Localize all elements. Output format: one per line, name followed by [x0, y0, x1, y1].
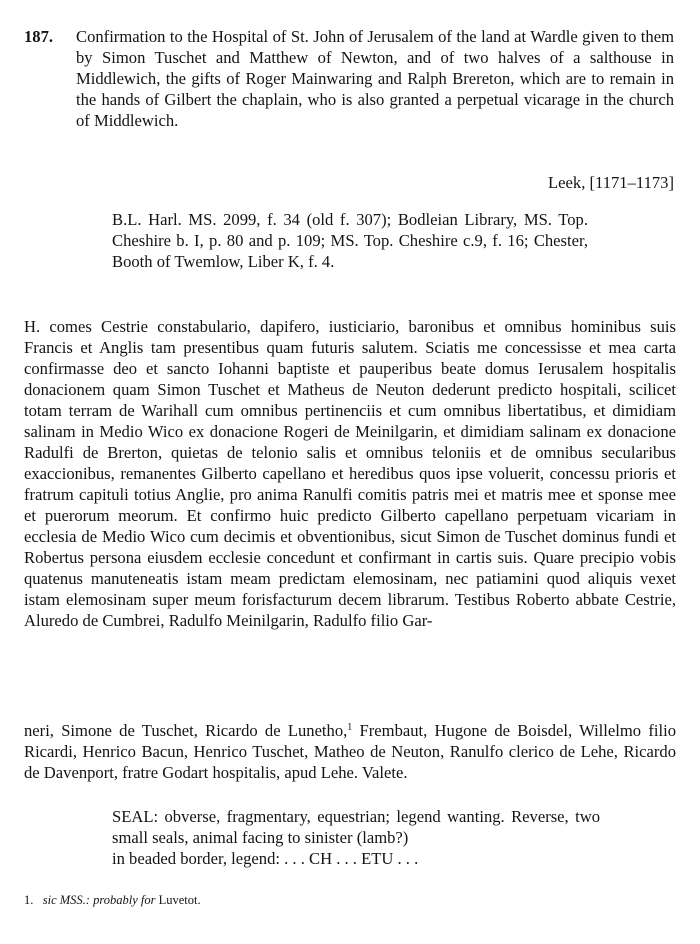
witness-list-end: Frembaut, Hugone de Boisdel, Willelmo filio Ricardi, Henrico Bacun, Henrico Tuschet, Matheo de Neuton, Ranulfo clerico de Lehe, Ricardo de Davenport, fratre Godart hospitalis, apud Lehe. Valete.: [24, 721, 676, 782]
seal-text: SEAL: obverse, fragmentary, equestrian; legend wanting. Reverse, two small seals, animal facing to sinister (lamb?): [112, 807, 600, 847]
seal-description: [112, 806, 600, 869]
witness-list-start: neri, Simone de Tuschet, Ricardo de Lunetho,: [24, 721, 348, 740]
seal-legend: in beaded border, legend: . . . CH . . . ETU . . .: [112, 849, 419, 868]
footnote-italic: sic MSS.: probably for: [42, 893, 156, 907]
entry-summary: Confirmation to the Hospital of St. John of Jerusalem of the land at Wardle given to them by Simon Tuschet and Matthew of Newton, and of two halves of a salthouse in Middlewich, the gifts of Roger Mainwaring and Ralph Brereton, which are to remain in the hands of Gilbert the chaplain, who is also granted a perpetual vicarage in the church of Middlewich.: [76, 27, 674, 130]
place-and-date: Leek, [1171–1173]: [548, 173, 674, 192]
footnote-number: 1.: [24, 893, 34, 907]
footnote-reference: 1: [347, 722, 353, 733]
footnote: [24, 892, 201, 908]
entry-number: 187.: [24, 27, 54, 46]
manuscript-sources: B.L. Harl. MS. 2099, f. 34 (old f. 307); Bodleian Library, MS. Top. Cheshire b. I, p. 80 and p. 109; MS. Top. Cheshire c.9, f. 16; Chester, Booth of Twemlow, Liber K, f. 4.: [112, 210, 588, 271]
charter-text-continued: [24, 720, 676, 783]
charter-text: H. comes Cestrie constabulario, dapifero, iusticiario, baronibus et omnibus hominibus suis Francis et Anglis tam presentibus quam futuris salutem. Sciatis me concessisse et mea carta confirmasse deo et sancto Iohanni baptiste et pauperibus beate domus Ierusalem hospitalis donacionem quam Simon Tuschet et Matheus de Neuton dederunt predicto hospitali, scilicet totam terram de Warihall cum omnibus pertinenciis et cum omnibus libertatibus, et dimidiam salinam in Medio Wico ex donacione Rogeri de Meinilgarin, et dimidiam salinam ex donacione Radulfi de Brerton, quietas de telonio salis et omnibus teloniis et de omnibus secularibus exaccionibus, remanentes Gilberto capellano et heredibus quos ipse voluerit, concessu prioris et fratrum capituli totius Anglie, pro anima Ranulfi comitis patris mei et matris mee et sponse mee et puerorum meorum. Et confirmo huic predicto Gilberto capellano perpetuam vicariam in ecclesia de Medio Wico cum decimis et obventionibus, sicut Simon de Tuschet dominus fundi et Robertus persona eiusdem ecclesie concedunt et confirmant in cartis suis. Quare precipio vobis quatenus manuteneatis istam meam predictam elemosinam, nec patiamini quod aliquis vexet istam elemosinam super meum forisfacturum decem librarum. Testibus Roberto abbate Cestrie, Aluredo de Cumbrei, Radulfo Meinilgarin, Radulfo filio Gar-: [24, 317, 676, 630]
footnote-roman: Luvetot.: [158, 893, 201, 907]
